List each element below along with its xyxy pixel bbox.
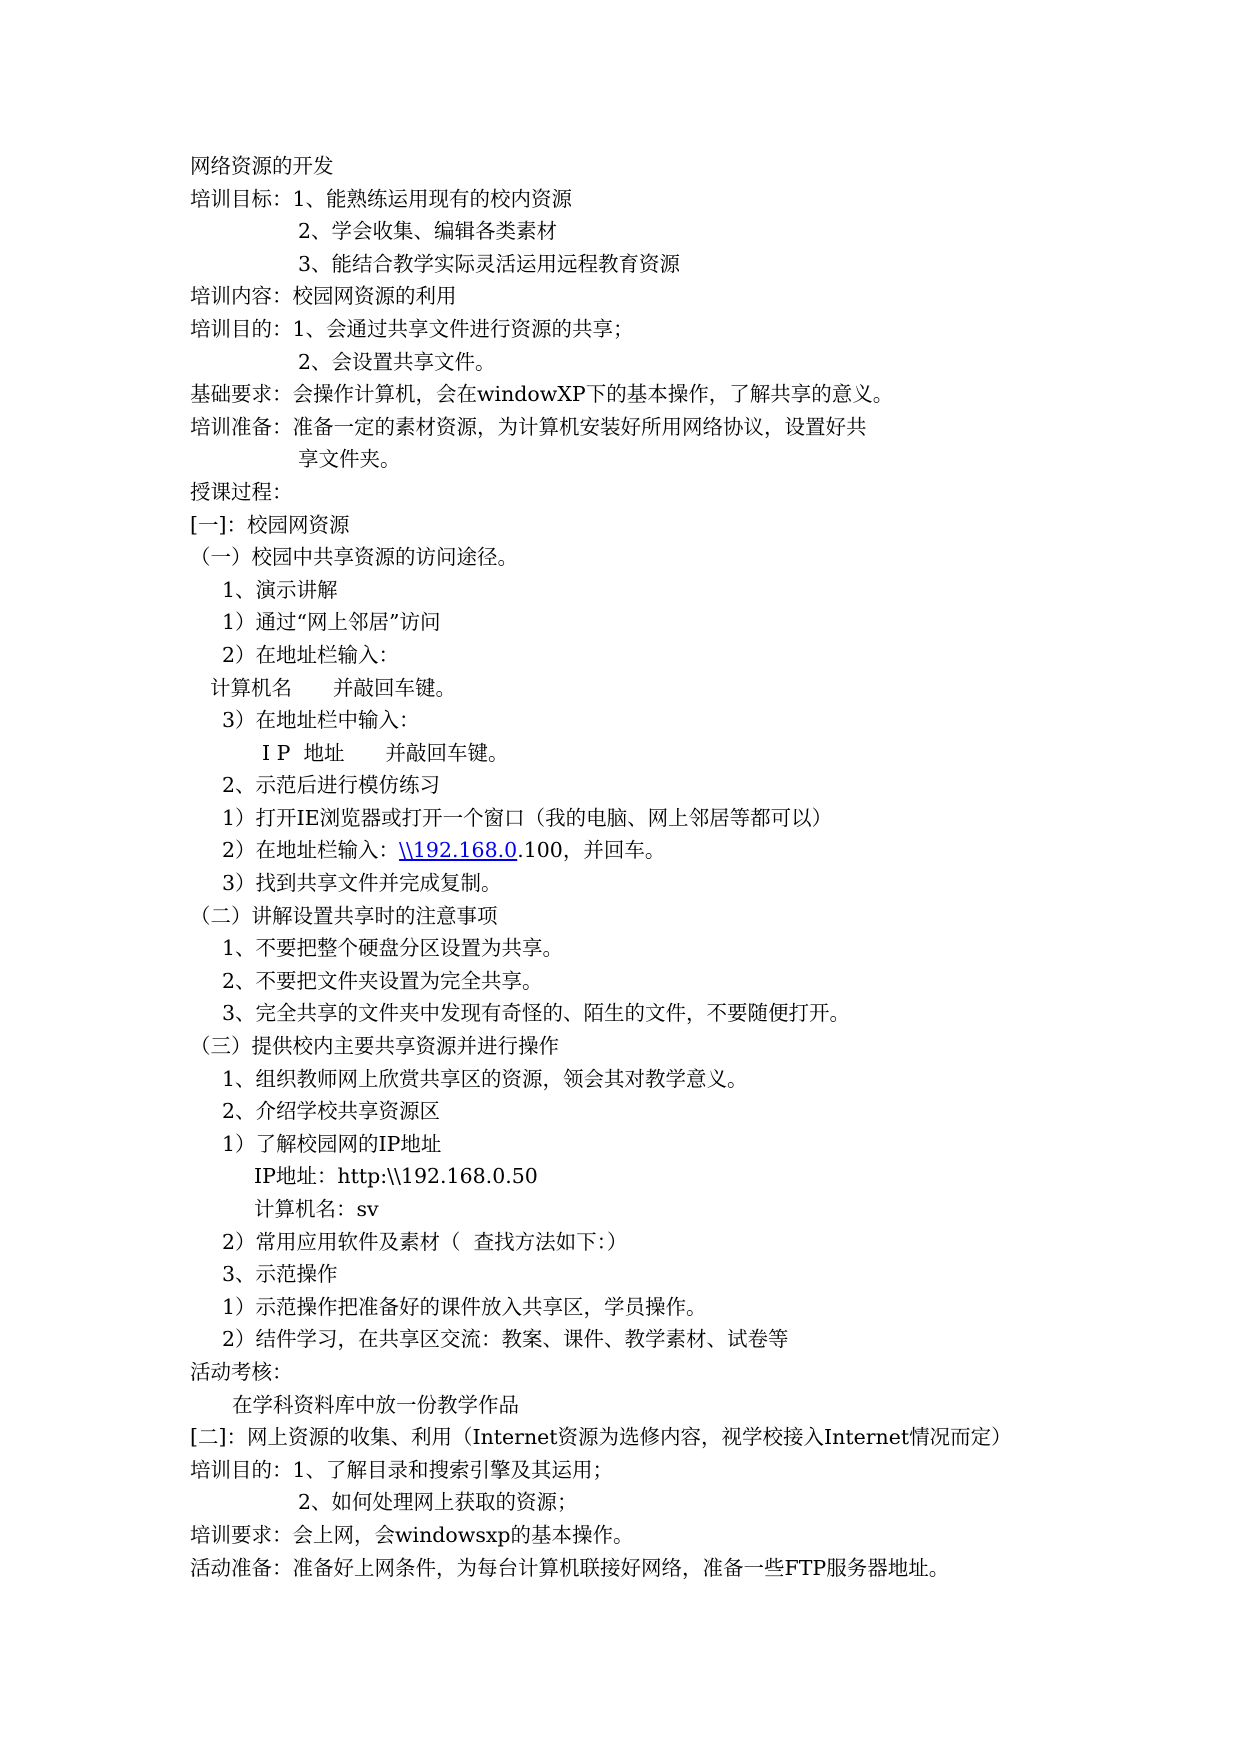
line-text: 3）找到共享文件并完成复制。 xyxy=(222,871,502,896)
text-line xyxy=(190,997,1090,1030)
text-line xyxy=(190,215,1090,248)
text-line xyxy=(190,932,1090,965)
line-text: 2、会设置共享文件。 xyxy=(298,349,496,374)
text-line xyxy=(190,248,1090,281)
text-line xyxy=(190,802,1090,835)
line-text: 1）通过“网上邻居”访问 xyxy=(222,610,441,635)
line-text: 1、不要把整个硬盘分区设置为共享。 xyxy=(222,936,564,961)
text-line xyxy=(190,1160,1090,1193)
document-title xyxy=(190,150,1090,183)
text-line xyxy=(190,476,1090,509)
line-text: 2、学会收集、编辑各类素材 xyxy=(298,219,558,244)
line-text: 计算机名 并敲回车键。 xyxy=(210,675,456,700)
text-line xyxy=(190,574,1090,607)
text-line xyxy=(190,1030,1090,1063)
text-line xyxy=(190,1323,1090,1356)
text-line xyxy=(190,737,1090,770)
line-text: 1）了解校园网的IP地址 xyxy=(222,1131,442,1156)
text-line xyxy=(190,867,1090,900)
text-line xyxy=(190,509,1090,542)
text-line xyxy=(190,346,1090,379)
line-text: IP地址：http:\\192.168.0.50 xyxy=(254,1164,538,1189)
line-text: 1、组织教师网上欣赏共享区的资源，领会其对教学意义。 xyxy=(222,1066,748,1091)
text-line xyxy=(190,1258,1090,1291)
text-line xyxy=(190,1226,1090,1259)
line-text: 网络资源的开发 xyxy=(190,154,334,178)
text-line xyxy=(190,1291,1090,1324)
text-line xyxy=(190,1486,1090,1519)
text-line xyxy=(190,183,1090,216)
text-line xyxy=(190,313,1090,346)
line-text: I P 地址 并敲回车键。 xyxy=(262,740,509,765)
line-text: 基础要求：会操作计算机，会在windowXP下的基本操作，了解共享的意义。 xyxy=(190,382,894,407)
text-line xyxy=(190,606,1090,639)
line-text: 2、示范后进行模仿练习 xyxy=(222,773,441,798)
text-line xyxy=(190,411,1090,444)
line-text-after: .100，并回车。 xyxy=(517,838,666,863)
line-text: （二）讲解设置共享时的注意事项 xyxy=(190,903,498,928)
line-text: 3）在地址栏中输入： xyxy=(222,708,420,733)
line-text: （三）提供校内主要共享资源并进行操作 xyxy=(190,1034,559,1059)
line-text: 2、介绍学校共享资源区 xyxy=(222,1099,441,1124)
text-line xyxy=(190,280,1090,313)
line-text: 培训准备：准备一定的素材资源，为计算机安装好所用网络协议，设置好共 xyxy=(190,414,867,439)
line-text: 活动准备：准备好上网条件，为每台计算机联接好网络，准备一些FTP服务器地址。 xyxy=(190,1555,950,1580)
text-line xyxy=(190,1063,1090,1096)
text-line xyxy=(190,1552,1090,1585)
line-text: 活动考核： xyxy=(190,1359,293,1384)
text-line xyxy=(190,1519,1090,1552)
text-line xyxy=(190,965,1090,998)
text-line xyxy=(190,1356,1090,1389)
text-line xyxy=(190,541,1090,574)
text-line xyxy=(190,378,1090,411)
line-text: 享文件夹。 xyxy=(298,447,401,472)
text-line xyxy=(190,1389,1090,1422)
line-text: 在学科资料库中放一份教学作品 xyxy=(232,1392,519,1417)
text-line xyxy=(190,443,1090,476)
text-line xyxy=(190,769,1090,802)
line-text: 2、如何处理网上获取的资源； xyxy=(298,1490,578,1515)
text-line xyxy=(190,1128,1090,1161)
line-text: 计算机名：sv xyxy=(254,1197,379,1221)
line-text: 2）常用应用软件及素材（ 查找方法如下：） xyxy=(222,1229,628,1254)
line-text: 培训要求：会上网，会windowsxp的基本操作。 xyxy=(190,1522,634,1547)
line-text: 培训目的：1、了解目录和搜索引擎及其运用； xyxy=(190,1457,614,1482)
text-line xyxy=(190,1454,1090,1487)
line-text: 1）示范操作把准备好的课件放入共享区，学员操作。 xyxy=(222,1294,707,1319)
network-path-link[interactable]: \\192.168.0 xyxy=(399,838,518,863)
line-text: 2）结件学习，在共享区交流：教案、课件、教学素材、试卷等 xyxy=(222,1327,789,1352)
line-text: 2）在地址栏输入： xyxy=(222,838,400,863)
text-line xyxy=(190,1193,1090,1226)
text-line xyxy=(190,1421,1090,1454)
line-text: 1、演示讲解 xyxy=(222,577,338,602)
line-text: 培训目的：1、会通过共享文件进行资源的共享； xyxy=(190,316,634,341)
text-line xyxy=(190,639,1090,672)
line-text: （一）校园中共享资源的访问途径。 xyxy=(190,545,518,570)
line-text: 3、示范操作 xyxy=(222,1262,338,1287)
line-text: 2）在地址栏输入： xyxy=(222,642,400,667)
text-line xyxy=(190,672,1090,705)
document-body xyxy=(190,150,1090,1584)
line-text: 培训内容：校园网资源的利用 xyxy=(190,284,457,309)
line-text: 2、不要把文件夹设置为完全共享。 xyxy=(222,968,543,993)
line-text: [二]：网上资源的收集、利用（Internet资源为选修内容，视学校接入Internet情况而定） xyxy=(190,1425,1012,1450)
text-line xyxy=(190,900,1090,933)
line-text: 3、能结合教学实际灵活运用远程教育资源 xyxy=(298,251,681,276)
text-line xyxy=(190,1095,1090,1128)
text-line xyxy=(190,834,1090,867)
line-text: 授课过程： xyxy=(190,479,293,504)
line-text: 培训目标：1、能熟练运用现有的校内资源 xyxy=(190,186,573,211)
line-text: [一]：校园网资源 xyxy=(190,512,350,537)
text-line xyxy=(190,704,1090,737)
line-text: 1）打开IE浏览器或打开一个窗口（我的电脑、网上邻居等都可以） xyxy=(222,805,833,830)
line-text: 3、完全共享的文件夹中发现有奇怪的、陌生的文件，不要随便打开。 xyxy=(222,1001,851,1026)
